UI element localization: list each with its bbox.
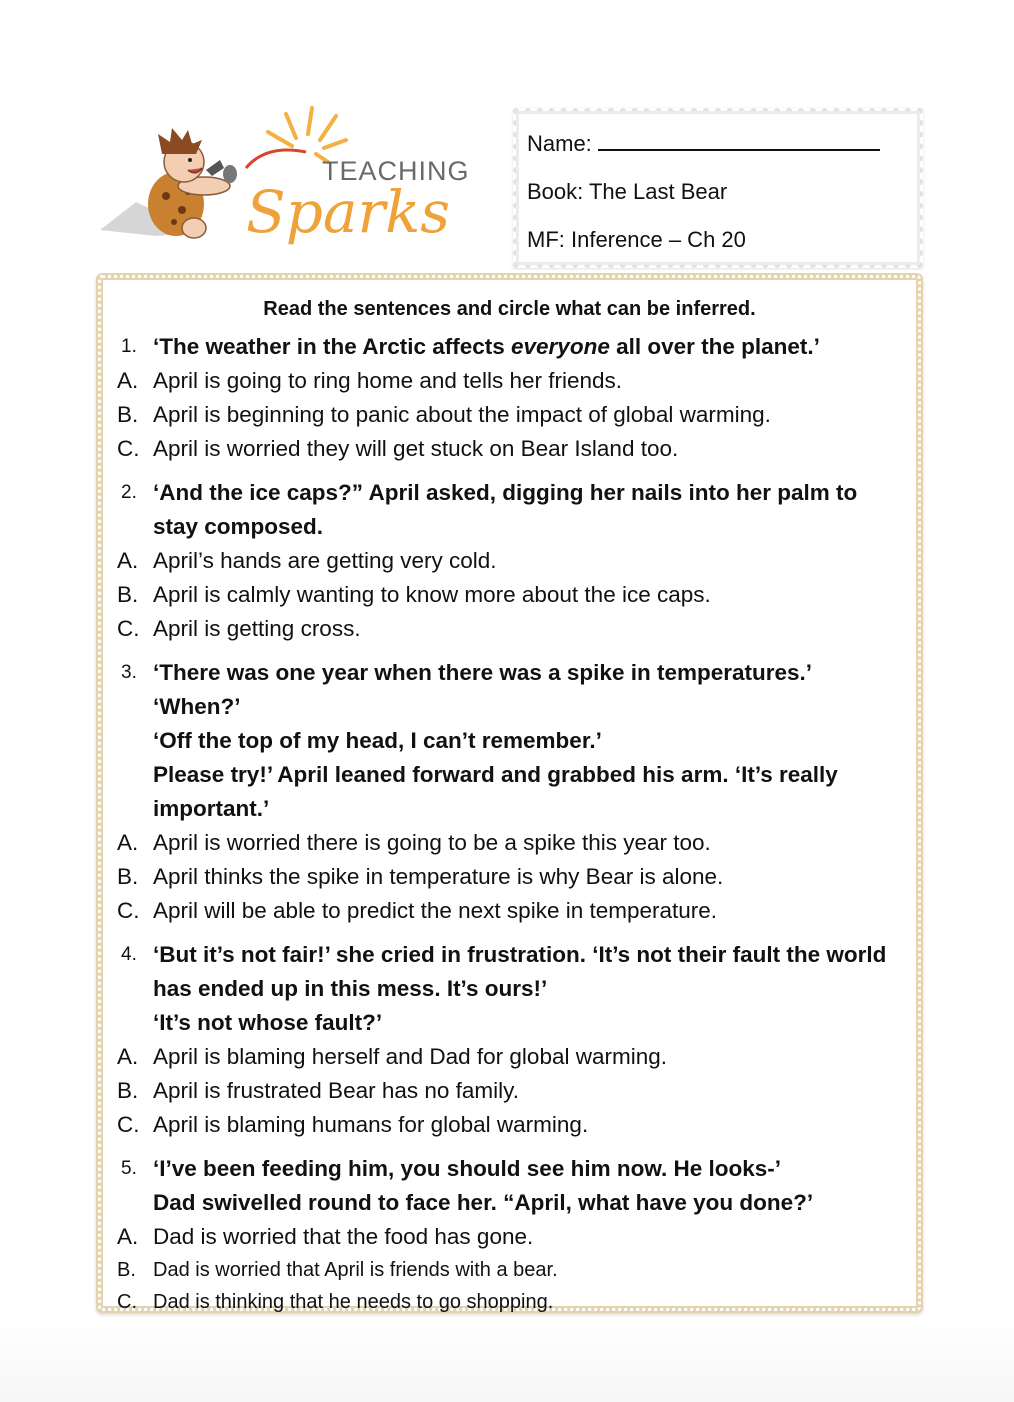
option-text: April is worried they will get stuck on Bear Island too. [153, 436, 679, 461]
option-letter: C. [117, 436, 140, 461]
instructions: Read the sentences and circle what can be inferred. [263, 298, 756, 320]
option-letter: B. [117, 402, 139, 427]
option-text: April thinks the spike in temperature is why Bear is alone. [153, 864, 724, 889]
question-2 [117, 476, 902, 646]
stem-text: Please try!’ April leaned forward and grabbed his arm. ‘It’s really important.’ [153, 762, 838, 821]
caveman-mascot-icon [96, 104, 476, 254]
option-text: Dad is thinking that he needs to go shopping. [153, 1291, 554, 1313]
question-number: 2. [121, 482, 137, 503]
stem-emphasis: everyone [511, 334, 610, 359]
option-text: Dad is worried that the food has gone. [153, 1224, 534, 1249]
stem-text: ‘There was one year when there was a spike in temperatures.’ [153, 660, 813, 685]
svg-text:TEACHING: TEACHING [322, 156, 470, 186]
stem-text: ‘But it’s not fair!’ she cried in frustration. ‘It’s not their fault the world has ended up in this mess. It’s ours!’ [153, 942, 887, 1001]
option-letter: A. [117, 1044, 139, 1069]
option-text: April is calmly wanting to know more about the ice caps. [153, 582, 711, 607]
mf-topic: MF: Inference – Ch 20 [527, 227, 746, 252]
option-letter: C. [117, 616, 140, 641]
option-text: April is getting cross. [153, 616, 361, 641]
question-number: 3. [121, 662, 137, 683]
name-label: Name: [527, 131, 592, 156]
option-c[interactable] [117, 894, 902, 928]
option-c[interactable] [117, 612, 902, 646]
question-number: 4. [121, 944, 137, 965]
question-number: 5. [121, 1158, 137, 1179]
stem-text: all over the planet.’ [609, 334, 820, 359]
option-b[interactable] [117, 1074, 902, 1108]
question-stem [117, 476, 902, 544]
option-b[interactable] [117, 860, 902, 894]
option-letter: C. [117, 1291, 137, 1313]
option-a[interactable] [117, 1220, 902, 1254]
option-letter: A. [117, 830, 139, 855]
student-info-box [513, 108, 923, 268]
option-text: April is blaming humans for global warming. [153, 1112, 589, 1137]
option-text: April is frustrated Bear has no family. [153, 1078, 519, 1103]
question-stem [117, 1152, 902, 1220]
stem-text: ‘I’ve been feeding him, you should see him now. He looks-’ [153, 1156, 782, 1181]
option-text: April will be able to predict the next spike in temperature. [153, 898, 718, 923]
stem-text: ‘Off the top of my head, I can’t remember.’ [153, 728, 602, 753]
stem-text: Dad swivelled round to face her. “April, what have you done?’ [153, 1190, 814, 1215]
option-letter: B. [117, 582, 139, 607]
question-3 [117, 656, 902, 928]
option-text: April is beginning to panic about the impact of global warming. [153, 402, 771, 427]
option-letter: C. [117, 1112, 140, 1137]
option-letter: B. [117, 1259, 136, 1281]
option-b[interactable] [117, 398, 902, 432]
book-title: Book: The Last Bear [527, 179, 728, 204]
option-text: April is worried there is going to be a spike this year too. [153, 830, 711, 855]
option-text: April is blaming herself and Dad for global warming. [153, 1044, 667, 1069]
option-c[interactable] [117, 1286, 902, 1318]
question-stem [117, 330, 902, 364]
stem-text: ‘And the ice caps?” April asked, digging her nails into her palm to stay composed. [153, 480, 858, 539]
option-b[interactable] [117, 1254, 902, 1286]
option-text: April’s hands are getting very cold. [153, 548, 497, 573]
teaching-sparks-logo [96, 104, 476, 254]
option-a[interactable] [117, 826, 902, 860]
option-letter: B. [117, 864, 139, 889]
question-stem [117, 656, 902, 826]
option-c[interactable] [117, 1108, 902, 1142]
option-letter: A. [117, 548, 139, 573]
option-a[interactable] [117, 1040, 902, 1074]
question-5 [117, 1152, 902, 1318]
option-a[interactable] [117, 544, 902, 578]
question-1 [117, 330, 902, 466]
question-number: 1. [121, 336, 137, 357]
stem-text: ‘It’s not whose fault?’ [153, 1010, 383, 1035]
name-field[interactable] [527, 120, 909, 168]
question-4 [117, 938, 902, 1142]
stem-text: ‘The weather in the Arctic affects [153, 334, 512, 359]
name-blank-line[interactable] [598, 123, 880, 151]
option-a[interactable] [117, 364, 902, 398]
option-letter: A. [117, 1224, 139, 1249]
stem-text: ‘When?’ [153, 694, 241, 719]
option-letter: B. [117, 1078, 139, 1103]
worksheet-frame [96, 273, 923, 1313]
question-stem [117, 938, 902, 1040]
option-text: Dad is worried that April is friends with a bear. [153, 1259, 558, 1281]
option-letter: C. [117, 898, 140, 923]
option-c[interactable] [117, 432, 902, 466]
svg-text:Sparks: Sparks [246, 178, 451, 246]
option-text: April is going to ring home and tells her friends. [153, 368, 622, 393]
option-letter: A. [117, 368, 139, 393]
option-b[interactable] [117, 578, 902, 612]
